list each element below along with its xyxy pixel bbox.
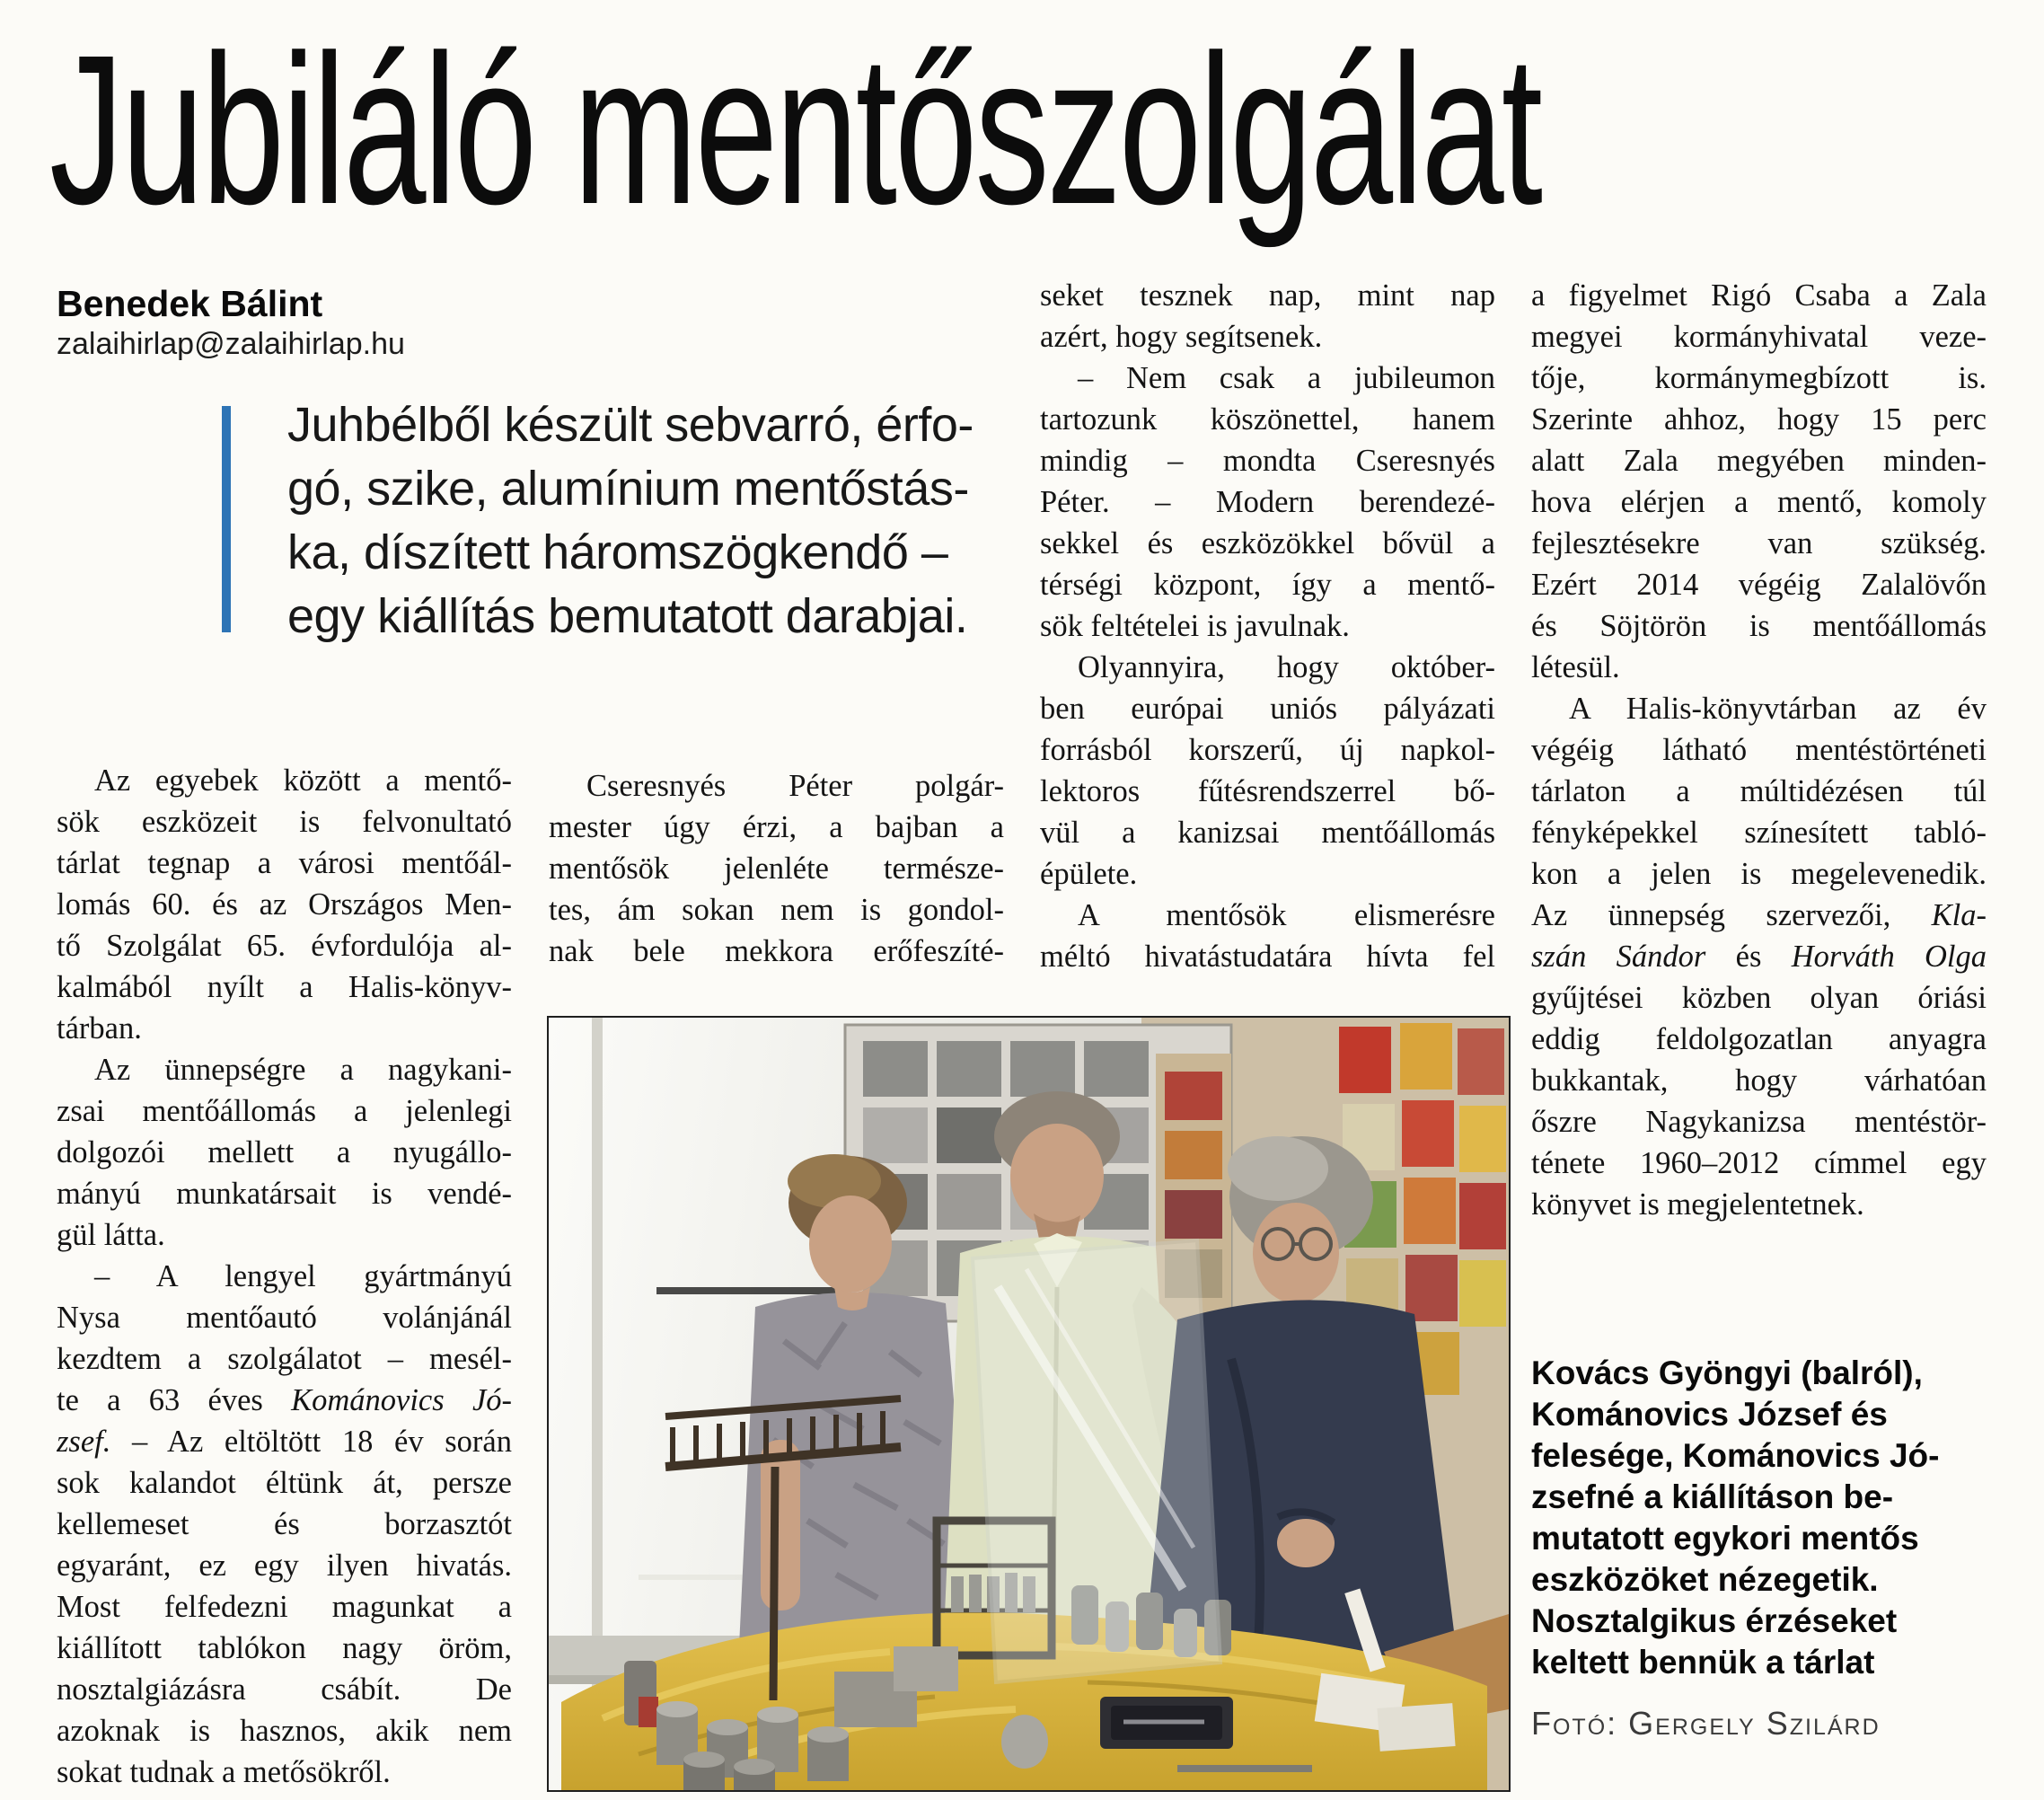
text-line: és Söjtörön is mentőállomás (1531, 609, 1987, 643)
text-line: mentősök jelenléte természe- (549, 851, 1004, 886)
author-email: zalaihirlap@zalaihirlap.hu (57, 327, 405, 362)
text-line: Olyannyira, hogy október- (1078, 650, 1495, 684)
text-line: mutatott egykori mentős (1531, 1520, 1919, 1557)
text-line: gyűjtései közben olyan óriási (1531, 981, 1987, 1015)
text-line: sekkel és eszközökkel bővül a (1040, 526, 1495, 560)
text-line: fényképekkel színesített tabló- (1531, 816, 1987, 850)
text-line: azoknak is hasznos, akik nem (57, 1714, 512, 1748)
text-line: fejlesztésekre van szükség. (1531, 526, 1987, 560)
text-line: tárlat tegnap a városi mentőál- (57, 846, 512, 880)
text-line: kalmából nyílt a Halis-könyv- (57, 970, 512, 1004)
text-line: könyvet is megjelentetnek. (1531, 1187, 1864, 1222)
text-line: eszközöket nézegetik. (1531, 1561, 1879, 1598)
text-line: bukkantak, hogy várhatóan (1531, 1063, 1987, 1098)
text-line: Nosztalgikus érzéseket (1531, 1602, 1898, 1639)
article-column-2 (549, 765, 1004, 972)
text-line: vül a kanizsai mentőállomás (1040, 816, 1495, 850)
text-line: ténete 1960–2012 címmel egy (1531, 1146, 1987, 1180)
text-line: mester úgy érzi, a bajban a (549, 810, 1004, 844)
text-line: Az egyebek között a mentő- (94, 763, 512, 798)
text-line: Nysa mentőautó volánjánál (57, 1301, 512, 1335)
text-line: gül látta. (57, 1218, 165, 1252)
byline (57, 284, 405, 366)
text-line: egy kiállítás bemutatott darabjai. (287, 589, 968, 643)
text-line: alatt Zala megyében minden- (1531, 444, 1987, 478)
text-line: mányú munkatársait is vendé- (57, 1177, 512, 1211)
exhibition-photo (549, 1018, 1509, 1790)
article-headline (49, 11, 2044, 249)
text-line: végéig látható mentéstörténeti (1531, 733, 1987, 767)
text-line: – A lengyel gyártmányú (94, 1259, 512, 1293)
text-line: őszre Nagykanizsa mentéstör- (1531, 1105, 1987, 1139)
lead-block (222, 393, 1066, 649)
text-line: nak bele mekkora erőfeszíté- (549, 934, 1004, 968)
text-line: kiállított tablókon nagy öröm, (57, 1631, 512, 1665)
text-line: hova elérjen a mentő, komoly (1531, 485, 1987, 519)
text-line: megyei kormányhivatal veze- (1531, 320, 1987, 354)
text-line: A mentősök elismerésre (1078, 898, 1495, 932)
text-line: Kománovics József és (1531, 1396, 1888, 1433)
text-line: mindig – mondta Cseresnyés (1040, 444, 1495, 478)
text-line: épülete. (1040, 857, 1138, 891)
text-line: Kovács Gyöngyi (balról), (1531, 1354, 1923, 1391)
text-line: egyaránt, ez egy ilyen hivatás. (57, 1549, 512, 1583)
text-line: keltett bennük a tárlat (1531, 1644, 1875, 1681)
text-line: azért, hogy segítsenek. (1040, 320, 1323, 354)
author-name: Benedek Bálint (57, 283, 323, 324)
text-line: eddig feldolgozatlan anyagra (1531, 1022, 1987, 1056)
text-line: tője, kormánymegbízott is. (1531, 361, 1987, 395)
text-line: térségi központ, így a mentő- (1040, 568, 1495, 602)
article-column-3 (1040, 275, 1495, 977)
text-line: zsef. – Az eltöltött 18 év során (57, 1425, 512, 1459)
text-line: te a 63 éves Kománovics Jó- (57, 1383, 512, 1417)
text-line: lomás 60. és az Országos Men- (57, 887, 512, 922)
text-line: sokat tudnak a metősökről. (57, 1755, 391, 1789)
photo-caption (1531, 1353, 2007, 1683)
display-case (973, 1240, 1220, 1682)
text-line: felesége, Kománovics Jó- (1531, 1437, 1940, 1474)
text-line: dolgozói mellett a nyugállo- (57, 1135, 512, 1169)
text-line: seket tesznek nap, mint nap (1040, 278, 1495, 313)
text-line: Ezért 2014 végéig Zalalövőn (1531, 568, 1987, 602)
text-line: nosztalgiázásra csábít. De (57, 1672, 512, 1707)
text-line: kon a jelen is megelevenedik. (1531, 857, 1987, 891)
text-line: tárlaton a múltidézésen túl (1531, 774, 1987, 808)
text-line: Péter. – Modern berendezé- (1040, 485, 1495, 519)
headline-text: Jubiláló mentőszolgálat (49, 11, 1541, 249)
text-line: Az ünnepségre a nagykani- (94, 1053, 512, 1087)
lead-accent-bar (222, 406, 231, 632)
text-line: lektoros fűtésrendszerrel bő- (1040, 774, 1495, 808)
text-line: kellemeset és borzasztót (57, 1507, 512, 1541)
text-line: ka, díszített háromszögkendő – (287, 525, 948, 579)
photo-illustration (549, 1018, 1509, 1790)
text-line: A Halis-könyvtárban az év (1569, 692, 1987, 726)
text-line: a figyelmet Rigó Csaba a Zala (1531, 278, 1987, 313)
text-line: sök feltételei is javulnak. (1040, 609, 1350, 643)
text-line: Most felfedezni magunkat a (57, 1590, 512, 1624)
text-line: szán Sándor és Horváth Olga (1531, 940, 1987, 974)
text-line: zsai mentőállomás a jelenlegi (57, 1094, 512, 1128)
text-line: tő Szolgálat 65. évfordulója al- (57, 929, 512, 963)
text-line: méltó hivatástudatára hívta fel (1040, 940, 1495, 974)
text-line: Szerinte ahhoz, hogy 15 perc (1531, 402, 1987, 437)
text-line: zsefné a kiállításon be- (1531, 1478, 1894, 1515)
article-column-1 (57, 760, 512, 1793)
photo-credit: Fotó: Gergely Szilárd (1531, 1705, 1881, 1742)
text-line: Cseresnyés Péter polgár- (586, 769, 1004, 803)
text-line: Juhbélből készült sebvarró, érfo- (287, 398, 974, 452)
text-line: ben európai uniós pályázati (1040, 692, 1495, 726)
text-line: tartozunk köszönettel, hanem (1040, 402, 1495, 437)
text-line: Az ünnepség szervezői, Kla- (1531, 898, 1987, 932)
text-line: forrásból korszerű, új napkol- (1040, 733, 1495, 767)
text-line: sok kalandot éltünk át, persze (57, 1466, 512, 1500)
article-column-4 (1531, 275, 1987, 1225)
lead-paragraph (287, 393, 1066, 649)
text-line: létesül. (1531, 650, 1620, 684)
text-line: sök eszközeit is felvonultató (57, 805, 512, 839)
text-line: tes, ám sokan nem is gondol- (549, 893, 1004, 927)
text-line: tárban. (57, 1011, 142, 1046)
text-line: kezdtem a szolgálatot – mesél- (57, 1342, 512, 1376)
text-line: gó, szike, alumínium mentőstás- (287, 462, 969, 516)
text-line: – Nem csak a jubileumon (1078, 361, 1495, 395)
